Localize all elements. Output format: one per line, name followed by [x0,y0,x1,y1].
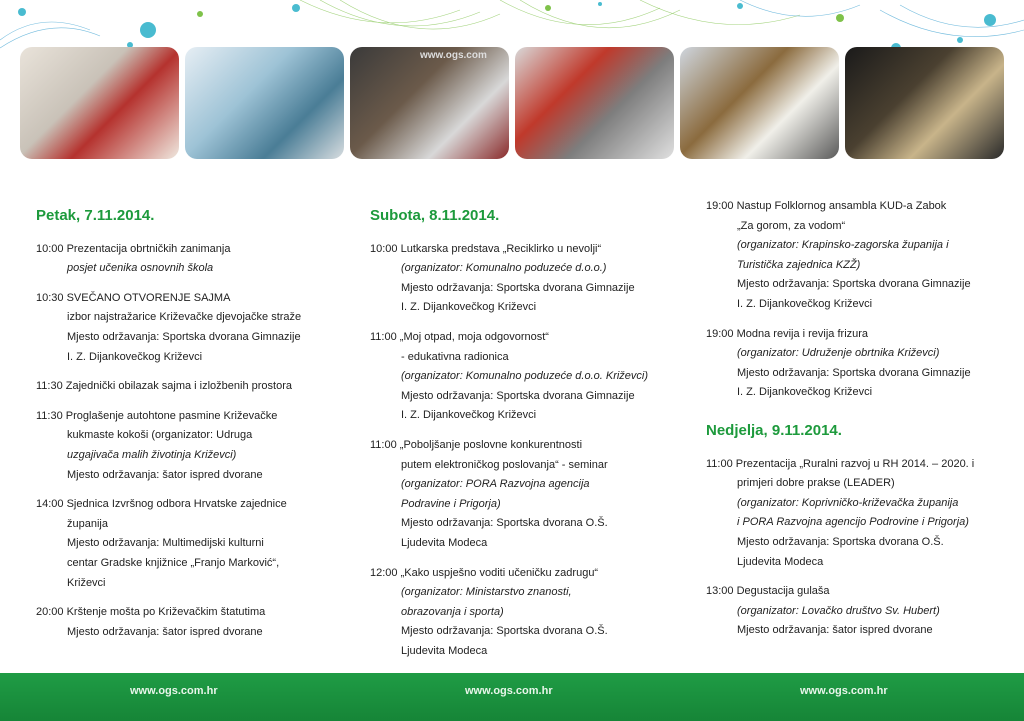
event-heading [706,455,1006,475]
event-detail-line: I. Z. Dijankovečkog Križevci [401,409,537,422]
saturday-column [370,200,675,671]
event-detail-line: I. Z. Dijankovečkog Križevci [67,350,203,363]
event-heading [706,325,1006,345]
schedule-event [706,197,1006,315]
event-heading [36,603,336,623]
event-time: 19:00 [706,327,734,340]
photo-award-ceremony [350,47,509,159]
footer-url-right[interactable]: www.ogs.com.hr [800,685,888,697]
event-detail-line: (organizator: PORA Razvojna agencija [401,478,590,491]
event-heading [370,564,675,584]
event-time: 11:30 [36,409,63,422]
event-detail-line: izbor najstražarice Križevačke djevojačke straže [67,311,302,324]
photo-exhibition-booth [185,47,344,159]
saturday-events [370,240,675,662]
schedule-event [36,289,336,367]
schedule-event [706,455,1006,573]
event-detail-line: (organizator: Lovačko društvo Sv. Hubert) [737,604,940,617]
event-title: Degustacija gulaša [736,585,830,598]
event-detail-line: (organizator: Krapinsko-zagorska županija i [737,239,949,252]
event-detail-line: Turistička zajednica KZŽ) [737,258,861,271]
event-heading [706,197,1006,217]
footer-bar [0,673,1024,721]
event-detail-line: - edukativna radionica [401,350,509,363]
event-time: 14:00 [36,498,64,511]
event-title: „Kako uspješno voditi učeničku zadrugu“ [400,566,599,579]
event-title: Modna revija i revija frizura [736,327,869,340]
event-detail-line: Ljudevita Modeca [401,644,488,657]
event-time: 11:30 [36,380,63,393]
photo-costumed-people [680,47,839,159]
event-time: 10:00 [36,242,64,255]
event-title: SVEČANO OTVORENJE SAJMA [66,291,231,304]
photo-cooking-stand [20,47,179,159]
schedule-event [370,240,675,318]
event-heading [370,328,675,348]
photo-visitors-stand [515,47,674,159]
event-detail-line: županija [67,517,108,530]
event-time: 11:00 [706,457,733,470]
friday-title: Petak, 7.11.2014. [36,207,155,224]
event-title: Krštenje mošta po Križevačkim štatutima [66,606,266,619]
schedule-event [36,377,336,397]
event-detail-line: Mjesto održavanja: Sportska dvorana Gimnazije [67,330,301,343]
schedule-event [370,328,675,426]
schedule-event [36,603,336,642]
event-title: Nastup Folklornog ansambla KUD-a Zabok [736,200,947,212]
event-detail-line: Mjesto održavanja: Sportska dvorana Gimnazije [737,366,971,379]
photo-watermark: www.ogs.com [420,50,487,61]
event-time: 20:00 [36,606,64,619]
schedule-event [370,436,675,554]
event-detail-line: I. Z. Dijankovečkog Križevci [401,301,537,314]
event-detail-line: i PORA Razvojna agencijo Podrovine i Prigorja) [737,516,969,529]
event-heading [370,436,675,456]
event-detail-line: Mjesto održavanja: Sportska dvorana O.Š. [737,535,944,548]
sunday-events [706,455,1006,641]
event-detail-line: (organizator: Komunalno poduzeće d.o.o.) [401,262,607,275]
event-detail-line: Mjesto održavanja: Sportska dvorana Gimnazije [401,281,635,294]
photo-strip [20,47,1004,159]
event-detail-line: Ljudevita Modeca [737,555,824,568]
event-title: Proglašenje autohtone pasmine Križevačke [65,409,278,422]
event-time: 12:00 [370,566,398,579]
friday-events [36,240,336,643]
schedule-event [36,495,336,593]
event-detail-line: kukmaste kokoši (organizator: Udruga [67,429,253,442]
event-title: Lutkarska predstava „Reciklirko u nevolji“ [400,242,602,255]
saturday-title: Subota, 8.11.2014. [370,207,500,224]
friday-column [36,200,336,652]
event-detail-line: I. Z. Dijankovečkog Križevci [737,297,873,310]
event-detail-line: Mjesto održavanja: Sportska dvorana Gimnazije [401,389,635,402]
event-detail-line: uzgajivača malih životinja Križevci) [67,448,237,461]
event-detail-line: Ljudevita Modeca [401,536,488,549]
event-time: 10:00 [370,242,398,255]
event-detail-line: putem elektroničkog poslovanja“ - seminar [401,458,608,471]
event-detail-line: Mjesto održavanja: šator ispred dvorane [737,624,933,637]
event-title: Zajednički obilazak sajma i izložbenih prostora [65,380,293,393]
event-title: „Moj otpad, moja odgovornost“ [399,330,549,343]
event-time: 13:00 [706,585,734,598]
event-heading [36,495,336,515]
event-detail-line: Podravine i Prigorja) [401,497,501,510]
third-column [706,197,1006,651]
schedule-event [370,564,675,662]
event-time: 19:00 [706,200,734,212]
event-detail-line: centar Gradske knjižnice „Franjo Marković“, [67,556,280,569]
sunday-title: Nedjelja, 9.11.2014. [706,421,842,439]
event-title: Prezentacija obrtničkih zanimanja [66,242,231,255]
schedule-event [706,325,1006,403]
footer-url-left[interactable]: www.ogs.com.hr [130,685,218,697]
event-heading [36,240,336,260]
event-detail-line: Križevci [67,576,106,589]
event-detail-line: I. Z. Dijankovečkog Križevci [737,386,873,399]
event-heading [370,240,675,260]
event-detail-line: (organizator: Ministarstvo znanosti, [401,586,572,599]
event-detail-line: Mjesto održavanja: Sportska dvorana Gimnazije [737,278,971,291]
event-heading [36,289,336,309]
event-heading [706,582,1006,602]
event-detail-line: posjet učenika osnovnih škola [67,262,214,275]
event-detail-line: Mjesto održavanja: Multimedijski kulturni [67,537,264,550]
schedule-event [706,582,1006,641]
event-detail-line: Mjesto održavanja: šator ispred dvorane [67,468,263,481]
saturday-cont-events [706,197,1006,403]
event-detail-line: Mjesto održavanja: Sportska dvorana O.Š. [401,517,608,530]
event-heading [36,377,336,397]
event-detail-line: obrazovanja i sporta) [401,605,504,618]
event-time: 11:00 [370,438,397,451]
event-time: 11:00 [370,330,397,343]
event-detail-line: (organizator: Koprivničko-križevačka županija [737,496,959,509]
event-title: Prezentacija „Ruralni razvoj u RH 2014. – 2020. i [735,457,975,470]
event-title: „Poboljšanje poslovne konkurentnosti [399,438,583,451]
event-detail-line: „Za gorom, za vodom“ [737,219,846,232]
schedule-event [36,240,336,279]
event-detail-line: Mjesto održavanja: šator ispred dvorane [67,625,263,638]
event-heading [36,407,336,427]
event-time: 10:30 [36,291,64,304]
photo-fashion-show [845,47,1004,159]
event-title: Sjednica Izvršnog odbora Hrvatske zajednice [66,498,287,511]
event-detail-line: primjeri dobre prakse (LEADER) [737,477,895,490]
event-detail-line: (organizator: Udruženje obrtnika Križevci) [737,347,940,360]
footer-url-center[interactable]: www.ogs.com.hr [465,685,553,697]
schedule-event [36,407,336,485]
event-detail-line: (organizator: Komunalno poduzeće d.o.o. Križevci) [401,370,649,383]
event-detail-line: Mjesto održavanja: Sportska dvorana O.Š. [401,625,608,638]
